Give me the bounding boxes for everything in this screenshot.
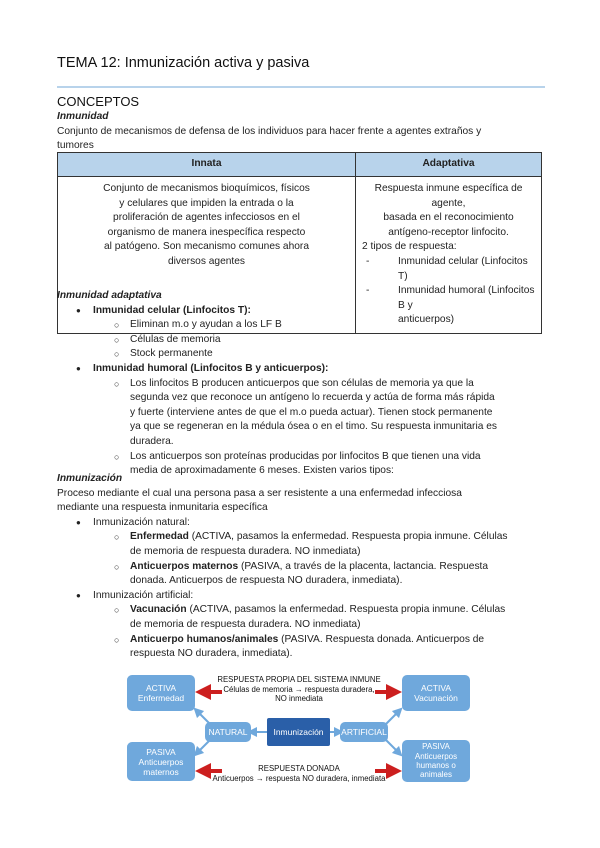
text-line: segunda vez que reconoce un antígeno lo recuerda y actúa de forma más rápida xyxy=(130,392,495,404)
maternos-text-2: donada. Anticuerpos de respuesta NO duradera, inmediata). xyxy=(130,575,403,587)
top-label-3: NO inmediata xyxy=(275,694,323,703)
vacunacion-text: (ACTIVA, pasamos la enfermedad. Respuesta propia inmune. Células xyxy=(186,604,506,616)
innata-line: y celulares que impiden la entrada o la xyxy=(119,197,294,209)
adapt-sub-humoral-text: Inmunidad humoral (Linfocitos B y xyxy=(398,285,535,311)
vacunacion-label: Vacunación xyxy=(130,604,187,616)
bottom-label-2: Anticuerpos → respuesta NO duradera, inmediata xyxy=(212,773,386,783)
adapt-tipos: 2 tipos de respuesta: xyxy=(362,241,457,253)
inmunidad-block xyxy=(57,110,545,154)
title-divider xyxy=(57,86,545,88)
box-line: Anticuerpos xyxy=(138,756,184,767)
text-line: ○ Los anticuerpos son proteínas producidas por linfocitos B que tienen una vida xyxy=(130,450,481,462)
box-line: ACTIVA xyxy=(420,683,452,693)
inmunizacion-def-1: Proceso mediante el cual una persona pasa a ser resistente a una enfermedad infecciosa xyxy=(57,487,462,499)
section-heading: CONCEPTOS xyxy=(57,94,140,109)
inmunidad-heading: Inmunidad xyxy=(57,111,109,122)
enfermedad-text-2: de memoria de respuesta duradera. NO inmediata) xyxy=(130,545,361,557)
text-line: ○ Los linfocitos B producen anticuerpos que son células de memoria ya que la xyxy=(130,377,474,389)
maternos-label: Anticuerpos maternos xyxy=(130,560,239,572)
innata-line: diversos agentes xyxy=(167,255,246,267)
enfermedad-text: (ACTIVA, pasamos la enfermedad. Respuesta propia inmune. Células xyxy=(188,531,508,543)
innata-line: Conjunto de mecanismos bioquímicos, físicos xyxy=(103,183,310,194)
vacunacion-text-2: de memoria de respuesta duradera. NO inmediata) xyxy=(130,618,361,630)
box-line: Enfermedad xyxy=(137,693,185,703)
top-label-1: RESPUESTA PROPIA DEL SISTEMA INMUNE xyxy=(217,675,381,684)
innata-line: organismo de manera inespecífica respecto xyxy=(107,226,306,238)
page-title: TEMA 12: Inmunización activa y pasiva xyxy=(57,55,310,71)
diagram-bottom-label xyxy=(199,764,399,783)
box-natural xyxy=(205,722,251,742)
humanos-label: Anticuerpo humanos/animales xyxy=(130,633,279,645)
innata-line: proliferación de agentes infecciosos en el xyxy=(113,212,300,224)
maternos-text: (PASIVA, a través de la placenta, lactancia. Respuesta xyxy=(238,560,489,572)
innata-line: al patógeno. Son mecanismo comunes ahora xyxy=(103,241,309,253)
inmunizacion-def-2: mediante una respuesta inmunitaria específica xyxy=(57,502,268,514)
inmunidad-def-2: tumores xyxy=(57,140,94,152)
text-line: media de aproximadamente 6 meses. Existen varios tipos: xyxy=(130,465,394,477)
list-item-humoral: ● Inmunidad humoral (Linfocitos B y anticuerpos): xyxy=(57,362,545,377)
box-activa-enfermedad xyxy=(127,675,195,711)
box-line: Vacunación xyxy=(414,693,458,703)
box-activa-vacunacion xyxy=(402,675,470,711)
list-item-natural: ● Inmunización natural: xyxy=(57,516,545,531)
box-line: Inmunización xyxy=(273,727,324,737)
adapt-sub-humoral-cont: anticuerpos) xyxy=(398,314,455,326)
list-item-celular: ● Inmunidad celular (Linfocitos T): xyxy=(57,304,545,319)
text-line: ya que se regeneran en la médula ósea o en el timo. Su respuesta inmunitaria es xyxy=(130,421,497,433)
box-pasiva-humanos xyxy=(402,740,470,782)
box-line: ARTIFICIAL xyxy=(341,727,387,737)
adaptativa-heading: Inmunidad adaptativa xyxy=(57,290,162,301)
link-artificial-pasiva xyxy=(385,739,399,753)
inmunizacion-block xyxy=(57,472,545,662)
list-item: ○ Stock permanente xyxy=(57,347,545,362)
humanos-text-2: respuesta NO duradera, inmediata). xyxy=(130,648,293,660)
box-line: animales xyxy=(419,770,452,780)
diagram-top-label xyxy=(199,675,399,704)
adapt-line: Respuesta inmune específica de agente, xyxy=(374,183,523,209)
list-item: ○ Eliminan m.o y ayudan a los LF B xyxy=(57,318,545,333)
box-pasiva-maternos xyxy=(127,742,195,781)
immunization-diagram xyxy=(127,670,470,792)
box-line: PASIVA xyxy=(422,742,450,752)
top-label-2: Células de memoria → respuesta duradera, xyxy=(223,684,375,694)
adapt-sub-celular-text: Inmunidad celular (Linfocitos T) xyxy=(398,255,528,282)
adapt-line: basada en el reconocimiento xyxy=(383,212,514,224)
text-line: duradera. xyxy=(130,435,174,447)
table-header-adaptativa: Adaptativa xyxy=(356,153,542,177)
box-inmunizacion xyxy=(267,718,330,746)
bottom-label-1: RESPUESTA DONADA xyxy=(258,764,340,773)
box-line: maternos xyxy=(143,766,179,777)
table-header-innata: Innata xyxy=(58,153,356,177)
inmunizacion-heading: Inmunización xyxy=(57,473,123,484)
box-line: Anticuerpos xyxy=(414,751,458,761)
list-item-enfermedad xyxy=(57,530,545,559)
list-item-humanos xyxy=(57,633,545,662)
inmunidad-def-1: Conjunto de mecanismos de defensa de los individuos para hacer frente a agentes extraños y xyxy=(57,125,482,137)
adapt-line: antígeno-receptor linfocito. xyxy=(388,226,509,238)
box-line: NATURAL xyxy=(208,727,248,737)
list-item: ○ Células de memoria xyxy=(57,333,545,348)
list-item-humoral-1 xyxy=(57,377,545,450)
box-artificial xyxy=(340,722,388,742)
adapt-sub-celular xyxy=(362,255,535,284)
text-line: y fuerte (interviene antes de que el m.o pueda actuar). Tienen stock permanente xyxy=(130,406,493,418)
list-item-maternos xyxy=(57,560,545,589)
list-item-vacunacion xyxy=(57,603,545,632)
list-item-artificial: ● Inmunización artificial: xyxy=(57,589,545,604)
enfermedad-label: Enfermedad xyxy=(130,531,189,543)
box-line: ACTIVA xyxy=(145,683,177,693)
link-artificial-activa xyxy=(385,711,399,725)
humanos-text: (PASIVA. Respuesta donada. Anticuerpos de xyxy=(278,633,485,645)
box-line: PASIVA xyxy=(146,746,176,757)
box-line: humanos o xyxy=(416,761,456,770)
adaptativa-block xyxy=(57,289,545,479)
